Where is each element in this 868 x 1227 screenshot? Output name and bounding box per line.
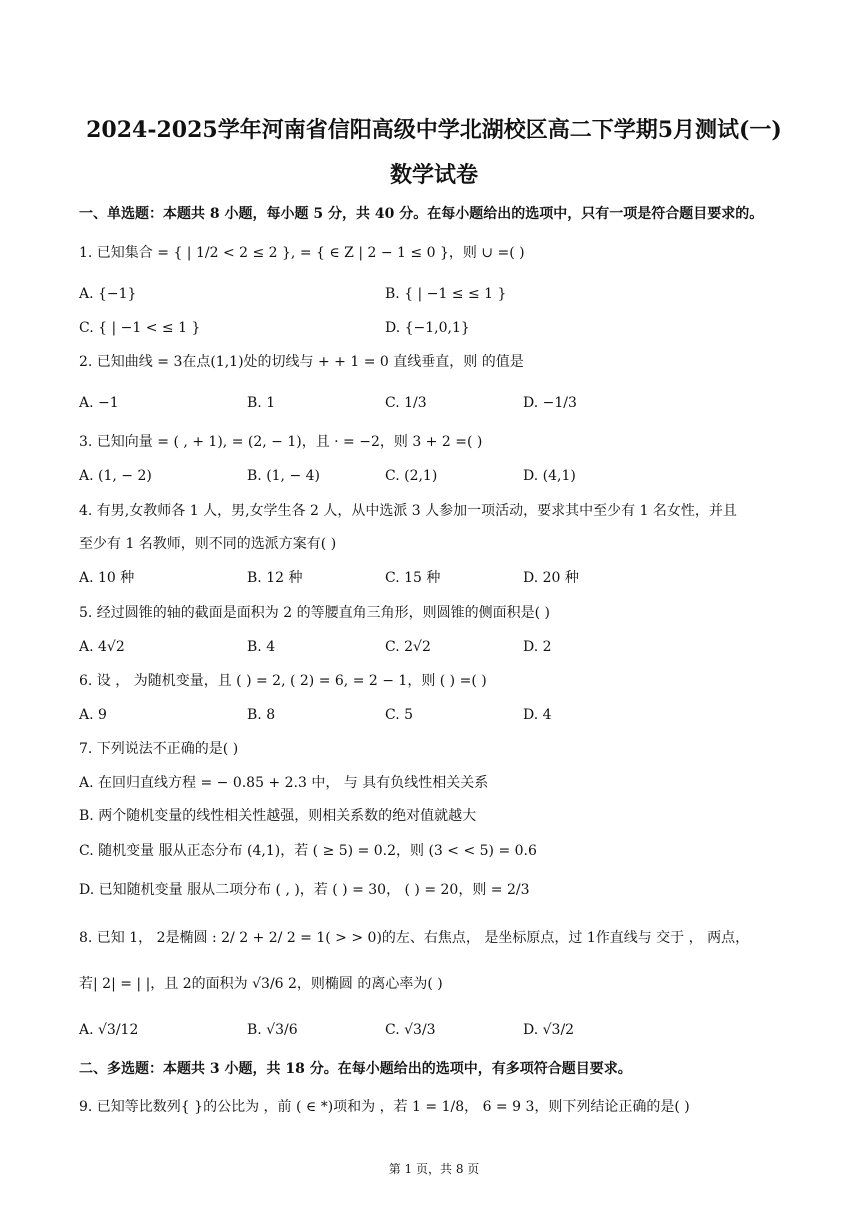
question-8-option-a: A. √3/12 (79, 1022, 139, 1038)
question-5-stem: 5. 经过圆锥的轴的截面是面积为 2 的等腰直角三角形，则圆锥的侧面积是( ) (79, 605, 550, 621)
question-4-option-a: A. 10 种 (79, 570, 135, 586)
question-1-option-d: D. {−1,0,1} (385, 320, 470, 336)
question-1-option-c: C. { | −1 < ≤ 1 } (79, 320, 201, 336)
exam-subtitle: 数学试卷 (389, 162, 478, 188)
question-4-stem-line1: 4. 有男,女教师各 1 人，男,女学生各 2 人，从中选派 3 人参加一项活动，要求其中至少有 1 名女性，并且 (79, 503, 737, 519)
question-9-stem: 9. 已知等比数列{ }的公比为 ，前 ( ∈ *)项和为 ，若 1 = 1/8， 6 = 9 3，则下列结论正确的是( ) (79, 1099, 690, 1115)
question-3-option-a: A. (1, − 2) (79, 468, 152, 484)
question-7-option-a: A. 在回归直线方程 = − 0.85 + 2.3 中， 与 具有负线性相关关系 (79, 775, 489, 791)
question-6-stem: 6. 设 ， 为随机变量，且 ( ) = 2, ( 2) = 6, = 2 − 1，则 ( ) =( ) (79, 673, 487, 689)
question-8-option-b: B. √3/6 (247, 1022, 298, 1038)
question-1-option-a: A. {−1} (79, 286, 137, 302)
question-5-option-c: C. 2√2 (385, 639, 431, 655)
question-4-option-b: B. 12 种 (247, 570, 303, 586)
question-6-option-b: B. 8 (247, 707, 276, 723)
question-3-stem: 3. 已知向量 = ( , + 1), = (2, − 1)，且 · = −2，则 3 + 2 =( ) (79, 434, 483, 450)
question-8-option-c: C. √3/3 (385, 1022, 436, 1038)
question-3-option-b: B. (1, − 4) (247, 468, 321, 484)
question-1-stem: 1. 已知集合 = { | 1/2 < 2 ≤ 2 }, = { ∈ Z | 2 − 1 ≤ 0 }，则 ∪ =( ) (79, 245, 525, 261)
question-5-option-d: D. 2 (523, 639, 552, 655)
exam-title: 2024-2025学年河南省信阳高级中学北湖校区高二下学期5月测试(一) (86, 117, 782, 143)
question-8-option-d: D. √3/2 (523, 1022, 575, 1038)
question-8-stem-line2: 若| 2| = | |，且 2的面积为 √3/6 2，则椭圆 的离心率为( ) (79, 976, 443, 992)
section-single-choice-header: 一、单选题：本题共 8 小题，每小题 5 分，共 40 分。在每小题给出的选项中，只有一项是符合题目要求的。 (79, 206, 764, 222)
page-footer: 第 1 页，共 8 页 (388, 1162, 480, 1176)
question-7-stem: 7. 下列说法不正确的是( ) (79, 741, 239, 757)
question-1-option-b: B. { | −1 ≤ ≤ 1 } (385, 286, 507, 302)
question-3-option-d: D. (4,1) (523, 468, 576, 484)
question-7-option-c: C. 随机变量 服从正态分布 (4,1)，若 ( ≥ 5) = 0.2，则 (3 < < 5) = 0.6 (79, 843, 537, 859)
section-multi-choice-header: 二、多选题：本题共 3 小题，共 18 分。在每小题给出的选项中，有多项符合题目要求。 (79, 1061, 632, 1077)
question-3-option-c: C. (2,1) (385, 468, 438, 484)
question-6-option-c: C. 5 (385, 707, 414, 723)
question-2-option-d: D. −1/3 (523, 395, 577, 411)
question-5-option-b: B. 4 (247, 639, 276, 655)
question-2-option-b: B. 1 (247, 395, 276, 411)
question-4-stem-line2: 至少有 1 名教师，则不同的选派方案有( ) (79, 536, 337, 552)
question-2-option-c: C. 1/3 (385, 395, 427, 411)
question-6-option-a: A. 9 (79, 707, 107, 723)
question-7-option-d: D. 已知随机变量 服从二项分布 ( , )，若 ( ) = 30， ( ) = 20，则 = 2/3 (79, 882, 530, 898)
question-2-stem: 2. 已知曲线 = 3在点(1,1)处的切线与 + + 1 = 0 直线垂直，则 的值是 (79, 354, 524, 370)
question-4-option-c: C. 15 种 (385, 570, 441, 586)
question-8-stem-line1: 8. 已知 1， 2是椭圆 : 2/ 2 + 2/ 2 = 1( > > 0)的左、右焦点， 是坐标原点，过 1作直线与 交于 ， 两点， (79, 930, 750, 946)
question-2-option-a: A. −1 (79, 395, 119, 411)
question-7-option-b: B. 两个随机变量的线性相关性越强，则相关系数的绝对值就越大 (79, 808, 477, 824)
question-4-option-d: D. 20 种 (523, 570, 579, 586)
question-6-option-d: D. 4 (523, 707, 552, 723)
question-5-option-a: A. 4√2 (79, 639, 125, 655)
